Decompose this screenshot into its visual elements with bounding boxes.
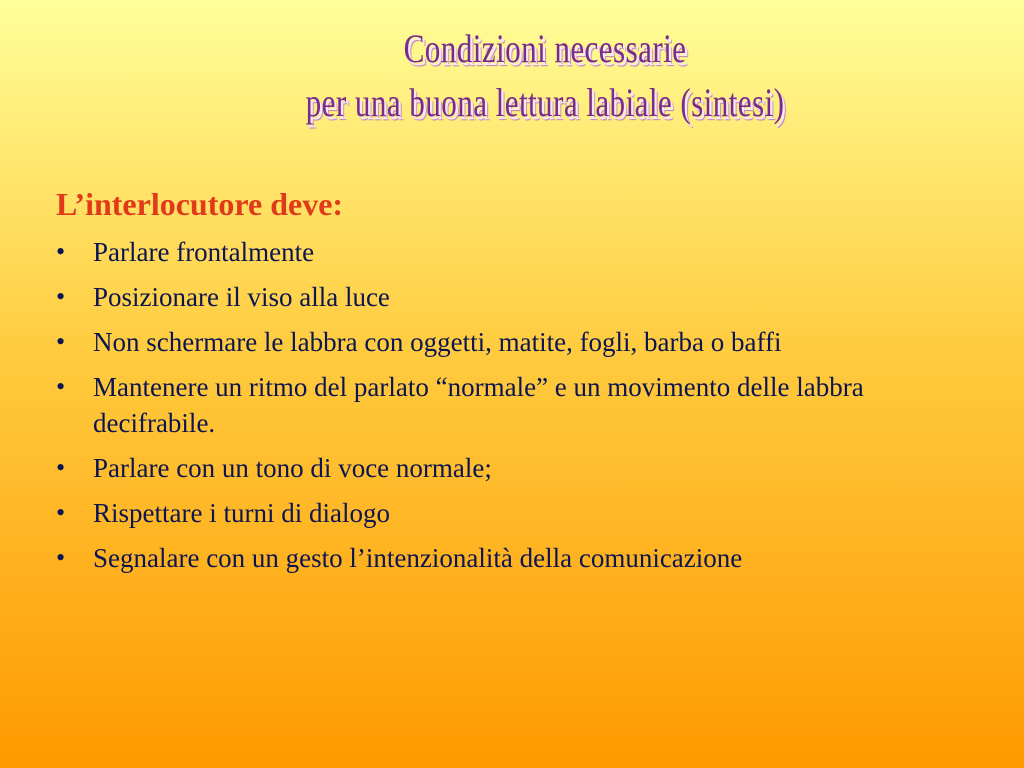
bullet-item — [56, 369, 936, 441]
bullet-text: Parlare con un tono di voce normale; — [93, 453, 492, 483]
bullet-icon: • — [56, 453, 66, 482]
bullet-icon: • — [56, 498, 66, 527]
bullet-icon: • — [56, 237, 66, 266]
bullet-item — [56, 234, 936, 270]
bullet-item — [56, 279, 936, 315]
bullet-text: Parlare frontalmente — [93, 237, 315, 267]
slide-title — [120, 22, 970, 130]
bullet-item — [56, 450, 936, 486]
bullet-list — [56, 234, 936, 576]
bullet-text: Rispettare i turni di dialogo — [93, 498, 390, 528]
bullet-text: Segnalare con un gesto l’intenzionalità della comunicazione — [93, 543, 743, 573]
slide-title-line-1: Condizioni necessarie — [403, 26, 687, 71]
section-heading: L’interlocutore deve: — [56, 186, 344, 222]
bullet-item — [56, 540, 936, 576]
bullet-text: Non schermare le labbra con oggetti, matite, fogli, barba o baffi — [93, 327, 782, 357]
bullet-text: Mantenere un ritmo del parlato “normale” e un movimento delle labbra decifrabile. — [93, 372, 864, 438]
bullet-text: Posizionare il viso alla luce — [93, 282, 390, 312]
slide-body — [56, 182, 936, 585]
slide-title-line-2: per una buona lettura labiale (sintesi) — [305, 80, 785, 125]
bullet-item — [56, 495, 936, 531]
bullet-icon: • — [56, 543, 66, 572]
bullet-icon: • — [56, 372, 66, 401]
bullet-icon: • — [56, 327, 66, 356]
bullet-icon: • — [56, 282, 66, 311]
bullet-item — [56, 324, 936, 360]
